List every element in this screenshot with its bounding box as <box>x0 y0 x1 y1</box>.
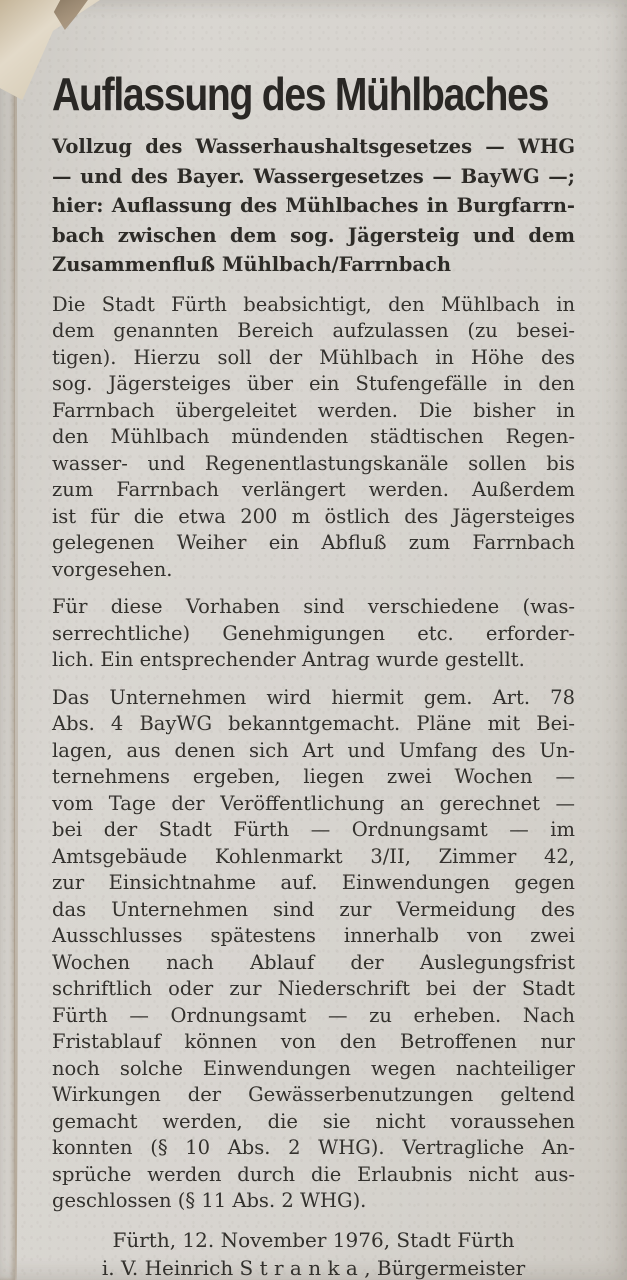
text-line: geschlossen (§ 11 Abs. 2 WHG). <box>52 1189 367 1212</box>
text-line: gelegenen Weiher ein Abfluß zum Farrnbach <box>52 531 575 554</box>
text-line: Das Unternehmen wird hiermit gem. Art. 78 <box>52 685 575 709</box>
text-line: bei der Stadt Fürth — Ordnungsamt — im <box>52 818 575 841</box>
text-line: wasser- und Regenentlastungskanäle sollen bis <box>52 451 575 475</box>
dateline: Fürth, 12. November 1976, Stadt Fürth <box>112 1227 515 1252</box>
text-line: dem genannten Bereich aufzulassen (zu besei- <box>52 319 575 342</box>
text-line: vom Tage der Veröffentlichung an gerechnet — <box>52 791 575 815</box>
text-line: ternehmens ergeben, liegen zwei Wochen — <box>52 765 575 788</box>
paragraph-3 <box>52 685 575 1215</box>
text-line: den Mühlbach mündenden städtischen Regen- <box>52 425 575 448</box>
headline: Auflassung des Mühlbaches <box>52 68 549 120</box>
text-line: Amtsgebäude Kohlenmarkt 3/II, Zimmer 42, <box>52 844 575 868</box>
paragraph-1 <box>52 292 575 584</box>
text-line: konnten (§ 10 Abs. 2 WHG). Vertragliche An- <box>52 1136 575 1159</box>
text-line: Abs. 4 BayWG bekanntgemacht. Pläne mit Bei- <box>52 712 575 735</box>
footer-block <box>52 1226 575 1280</box>
text-line: zum Farrnbach verlängert werden. Außerdem <box>52 478 575 501</box>
text-line: Fristablauf können von den Betroffenen nur <box>52 1030 575 1053</box>
text-line: das Unternehmen sind zur Vermeidung des <box>52 897 575 921</box>
text-line: sog. Jägersteiges über ein Stufengefälle in den <box>52 372 575 395</box>
text-line: Fürth — Ordnungsamt — zu erheben. Nach <box>52 1003 575 1027</box>
text-line: Wochen nach Ablauf der Auslegungsfrist <box>52 950 575 974</box>
text-line: serrechtliche) Genehmigungen etc. erforder- <box>52 621 575 645</box>
text-line: bach zwischen dem sog. Jägersteig und dem <box>52 223 575 247</box>
text-line: Vollzug des Wasserhaushaltsgesetzes — WHG <box>52 135 575 158</box>
text-line: — und des Bayer. Wassergesetzes — BayWG —; <box>52 164 575 188</box>
text-line: schriftlich oder zur Niederschrift bei der Stadt <box>52 977 575 1000</box>
text-line: Ausschlusses spätestens innerhalb von zwei <box>52 924 575 947</box>
text-line: lich. Ein entsprechender Antrag wurde gestellt. <box>52 648 525 671</box>
text-line: ist für die etwa 200 m östlich des Jägersteiges <box>52 504 575 528</box>
text-line: tigen). Hierzu soll der Mühlbach in Höhe des <box>52 345 575 369</box>
text-line: Farrnbach übergeleitet werden. Die bisher in <box>52 398 575 422</box>
text-line: Zusammenfluß Mühlbach/Farrnbach <box>52 253 452 276</box>
text-line: lagen, aus denen sich Art und Umfang des Un- <box>52 738 575 762</box>
text-line: sprüche werden durch die Erlaubnis nicht aus- <box>52 1162 575 1186</box>
text-line: Für diese Vorhaben sind verschiedene (was- <box>52 595 575 618</box>
text-line: noch solche Einwendungen wegen nachteiliger <box>52 1056 575 1080</box>
text-line: zur Einsichtnahme auf. Einwendungen gegen <box>52 871 575 894</box>
text-line: gemacht werden, die sie nicht voraussehen <box>52 1109 575 1133</box>
paragraph-2 <box>52 594 575 674</box>
text-line: hier: Auflassung des Mühlbaches in Burgfarrn- <box>52 194 575 217</box>
text-line: vorgesehen. <box>52 557 173 581</box>
text-line: Wirkungen der Gewässerbenutzungen geltend <box>52 1083 575 1106</box>
signature: i. V. Heinrich S t r a n k a , Bürgermeister <box>101 1255 526 1280</box>
text-line: Die Stadt Fürth beabsichtigt, den Mühlbach in <box>52 292 575 316</box>
subtitle-block <box>52 132 575 280</box>
